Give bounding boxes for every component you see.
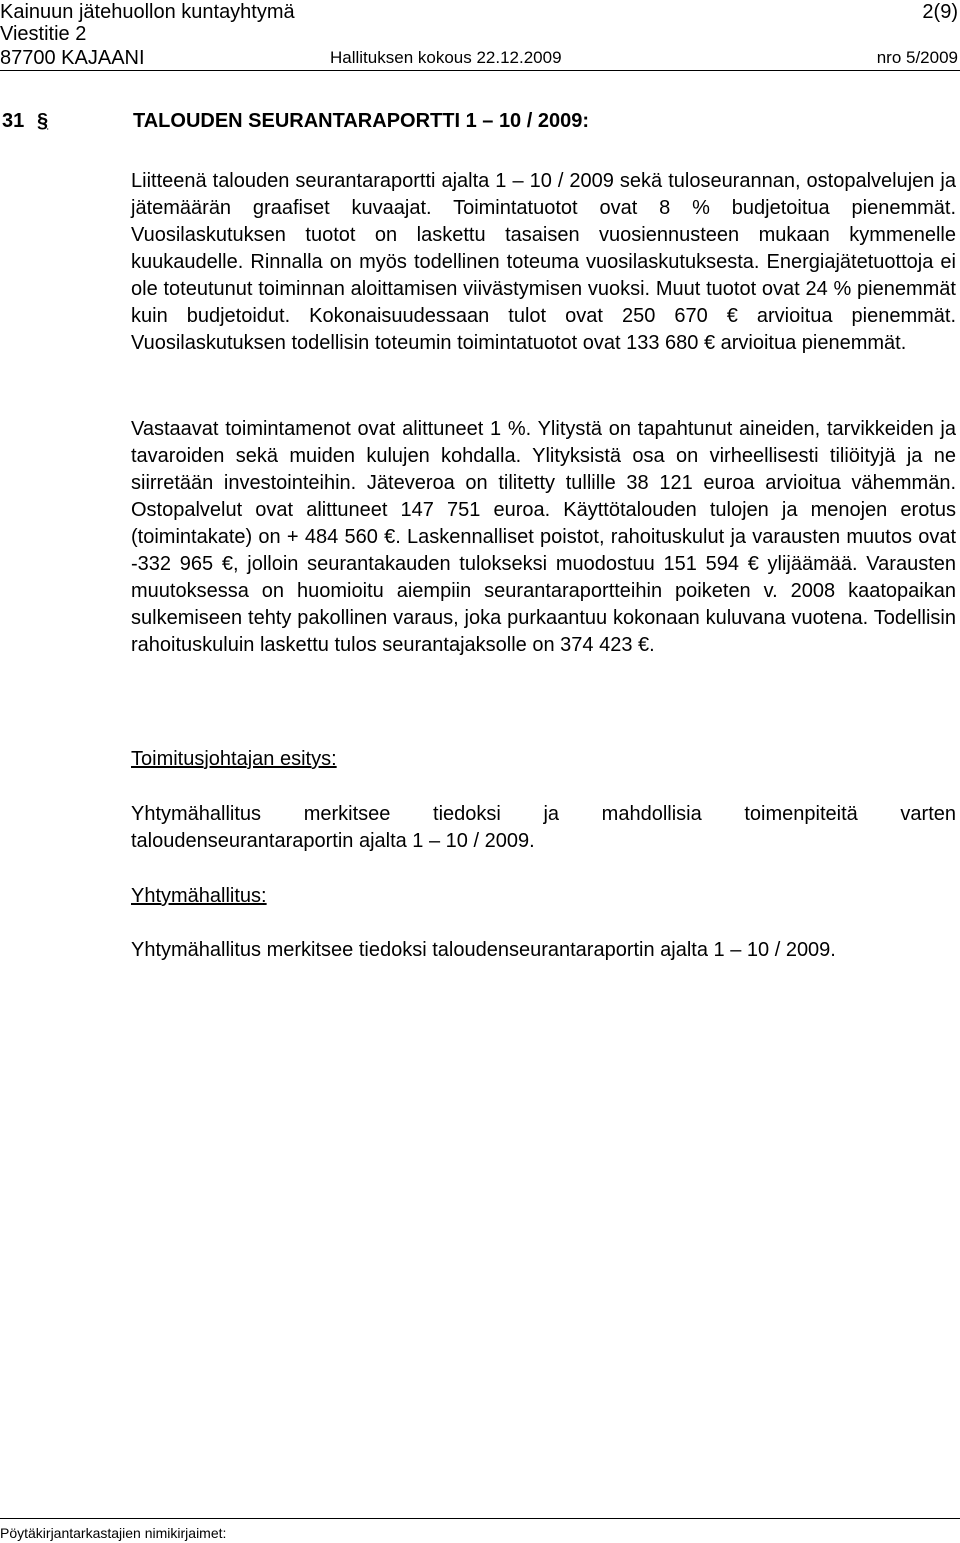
paragraph-income [131, 168, 956, 357]
signatures-label: Pöytäkirjantarkastajien nimikirjaimet: [0, 1525, 227, 1541]
header-street: Viestitie 2 [0, 23, 87, 45]
heading-text: Yhtymähallitus: [131, 885, 267, 907]
header-city-line [0, 46, 960, 71]
paragraph-text: Liitteenä talouden seurantaraportti ajalta 1 – 10 / 2009 sekä tuloseurannan, ostopalvelujen ja jätemäärän graafiset kuvaajat. Toimintatuotot ovat 8 % budjetoitua pienemmät. Vuosilaskutuksen tuotot on laskettu tasaisen vuosiennusteen mukaan kymmenelle kuukaudelle. Rinnalla on myös todellinen toteuma vuosilaskutuksesta. Energiajätetuottoja ei ole toteutunut toiminnan aloittamisen viivästymisen vuoksi. Muut tuotot ovat 24 % pienemmät kuin budjetoidut. Kokonaisuudessaan tulot ovat 250 670 € arvioitua pienemmät. Vuosilaskutuksen todellisin toteumin toimintatuotot ovat 133 680 € arvioitua pienemmät. [131, 170, 956, 354]
section-symbol: § [37, 110, 49, 132]
board-decision [131, 937, 911, 964]
city: 87700 KAJAANI [0, 47, 145, 69]
section-title: TALOUDEN SEURANTARAPORTTI 1 – 10 / 2009: [133, 110, 590, 132]
proposal-text [131, 801, 956, 855]
meeting-number: nro 5/2009 [876, 48, 958, 67]
paragraph-text: Yhtymähallitus merkitsee tiedoksi ja mahdollisia toimenpiteitä varten taloudenseurantaraportin ajalta 1 – 10 / 2009. [131, 803, 956, 852]
section-heading [2, 108, 589, 134]
board-heading [131, 883, 956, 910]
meeting-info: Hallituksen kokous 22.12.2009 [330, 48, 562, 67]
section-number: 31 [2, 110, 25, 132]
paragraph-expenses [131, 416, 956, 659]
footer-signatures [0, 1518, 960, 1541]
header-org-line [0, 0, 295, 24]
org-name: Kainuun jätehuollon kuntayhtymä [0, 1, 295, 23]
heading-text: Toimitusjohtajan esitys: [131, 748, 337, 770]
page-number: 2(9) [922, 1, 958, 23]
proposal-heading [131, 746, 956, 773]
paragraph-text: Yhtymähallitus merkitsee tiedoksi taloudenseurantaraportin ajalta 1 – 10 / 2009. [131, 939, 836, 961]
paragraph-text: Vastaavat toimintamenot ovat alittuneet 1 %. Ylitystä on tapahtunut aineiden, tarvikkeiden ja tavaroiden sekä muiden kulujen kohdalla. Ylityksistä osa on virheellisesti tiliöityjä ja ne siirretään investointeihin. Jäteveroa on tilitetty tullille 38 121 euroa arvioitua vähemmän. Ostopalvelut ovat alittuneet 147 751 euroa. Käyttötalouden tulojen ja menojen erotus (toimintakate) on + 484 560 €. Laskennalliset poistot, rahoituskulut ja varausten muutos ovat -332 965 €, jolloin seurantakauden tulokseksi muodostuu 151 594 € ylijäämää. Varausten muutoksessa on huomioitu aiempiin seurantaraportteihin poiketen v. 2008 kaatopaikan sulkemiseen tehty pakollinen varaus, joka purkaantuu kokonaan kuluvana vuotena. Todellisin rahoituskuluin laskettu tulos seurantajaksolle on 374 423 €. [131, 418, 956, 656]
